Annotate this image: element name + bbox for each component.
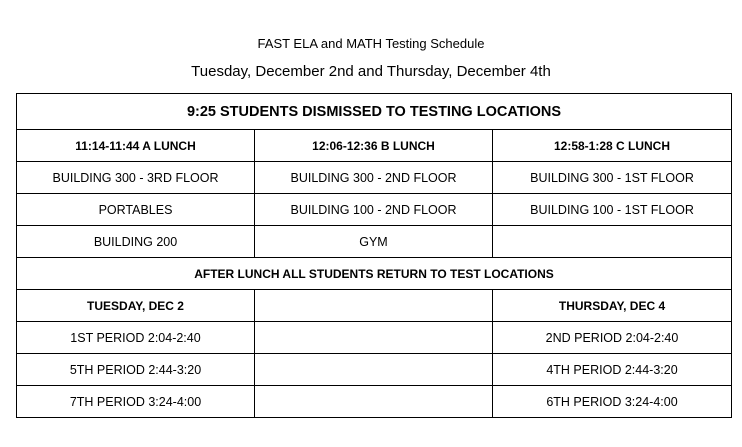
document-subtitle: Tuesday, December 2nd and Thursday, December 4th xyxy=(191,63,551,80)
table-cell: 6TH PERIOD 3:24-4:00 xyxy=(493,386,732,418)
table-row xyxy=(17,386,732,418)
table-cell: BUILDING 100 - 2ND FLOOR xyxy=(255,194,493,226)
table-cell xyxy=(493,226,732,258)
table-cell: BUILDING 300 - 1ST FLOOR xyxy=(493,162,732,194)
table-row xyxy=(17,94,732,130)
lunch-header-a: 11:14-11:44 A LUNCH xyxy=(17,130,255,162)
table-row xyxy=(17,258,732,290)
table-cell: GYM xyxy=(255,226,493,258)
table-cell: BUILDING 200 xyxy=(17,226,255,258)
table-row xyxy=(17,194,732,226)
after-lunch-notice: AFTER LUNCH ALL STUDENTS RETURN TO TEST LOCATIONS xyxy=(17,258,732,290)
dismissal-banner: 9:25 STUDENTS DISMISSED TO TESTING LOCATIONS xyxy=(17,94,732,130)
table-row xyxy=(17,322,732,354)
table-cell xyxy=(255,386,493,418)
table-cell: BUILDING 300 - 2ND FLOOR xyxy=(255,162,493,194)
testing-schedule-table xyxy=(16,93,732,418)
document-title: FAST ELA and MATH Testing Schedule xyxy=(257,36,485,51)
day-header-thursday: THURSDAY, DEC 4 xyxy=(493,290,732,322)
lunch-header-b: 12:06-12:36 B LUNCH xyxy=(255,130,493,162)
table-row xyxy=(17,226,732,258)
table-cell: PORTABLES xyxy=(17,194,255,226)
table-cell: 5TH PERIOD 2:44-3:20 xyxy=(17,354,255,386)
table-cell xyxy=(255,354,493,386)
day-header-tuesday: TUESDAY, DEC 2 xyxy=(17,290,255,322)
table-row xyxy=(17,130,732,162)
table-row xyxy=(17,290,732,322)
table-cell: BUILDING 100 - 1ST FLOOR xyxy=(493,194,732,226)
table-row xyxy=(17,162,732,194)
table-cell: 7TH PERIOD 3:24-4:00 xyxy=(17,386,255,418)
lunch-header-c: 12:58-1:28 C LUNCH xyxy=(493,130,732,162)
day-header-empty xyxy=(255,290,493,322)
table-cell: 1ST PERIOD 2:04-2:40 xyxy=(17,322,255,354)
table-cell: 2ND PERIOD 2:04-2:40 xyxy=(493,322,732,354)
table-cell xyxy=(255,322,493,354)
table-cell: 4TH PERIOD 2:44-3:20 xyxy=(493,354,732,386)
table-row xyxy=(17,354,732,386)
table-cell: BUILDING 300 - 3RD FLOOR xyxy=(17,162,255,194)
